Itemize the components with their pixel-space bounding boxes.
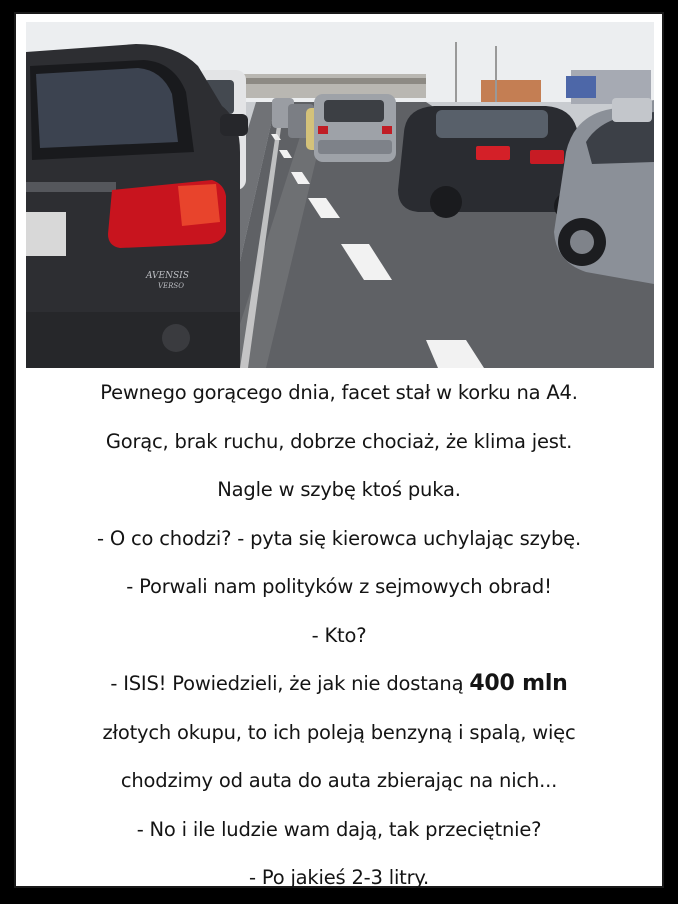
joke-line-9: chodzimy od auta do auta zbierając na nich... <box>120 769 558 792</box>
joke-line-1: Pewnego gorącego dnia, facet stał w korku na A4. <box>100 381 578 404</box>
joke-line-10: - No i ile ludzie wam dają, tak przeciętnie? <box>136 817 542 841</box>
joke-line-4: - O co chodzi? - pyta się kierowca uchylając szybę. <box>97 526 581 550</box>
joke-line-6: - Kto? <box>311 623 367 647</box>
joke-line-5: - Porwali nam polityków z sejmowych obrad! <box>126 575 552 598</box>
ransom-amount: 400 mln <box>469 671 568 696</box>
joke-line-8: złotych okupu, to ich poleją benzyną i spalą, więc <box>102 720 576 744</box>
joke-line-11: - Po jakieś 2-3 litry. <box>249 866 429 889</box>
car-model-badge: AVENSIS <box>146 271 189 281</box>
traffic-jam-photo <box>26 22 654 368</box>
joke-text <box>16 370 662 904</box>
joke-line-2: Gorąc, brak ruchu, dobrze chociaż, że klima jest. <box>105 429 573 453</box>
joke-line-7 <box>16 661 662 710</box>
joke-line-7-text: - ISIS! Powiedzieli, że jak nie dostaną <box>110 672 470 695</box>
car-model-badge-sub: VERSO <box>158 282 184 290</box>
joke-line-3: Nagle w szybę ktoś puka. <box>217 478 461 501</box>
meme-card <box>14 12 664 888</box>
